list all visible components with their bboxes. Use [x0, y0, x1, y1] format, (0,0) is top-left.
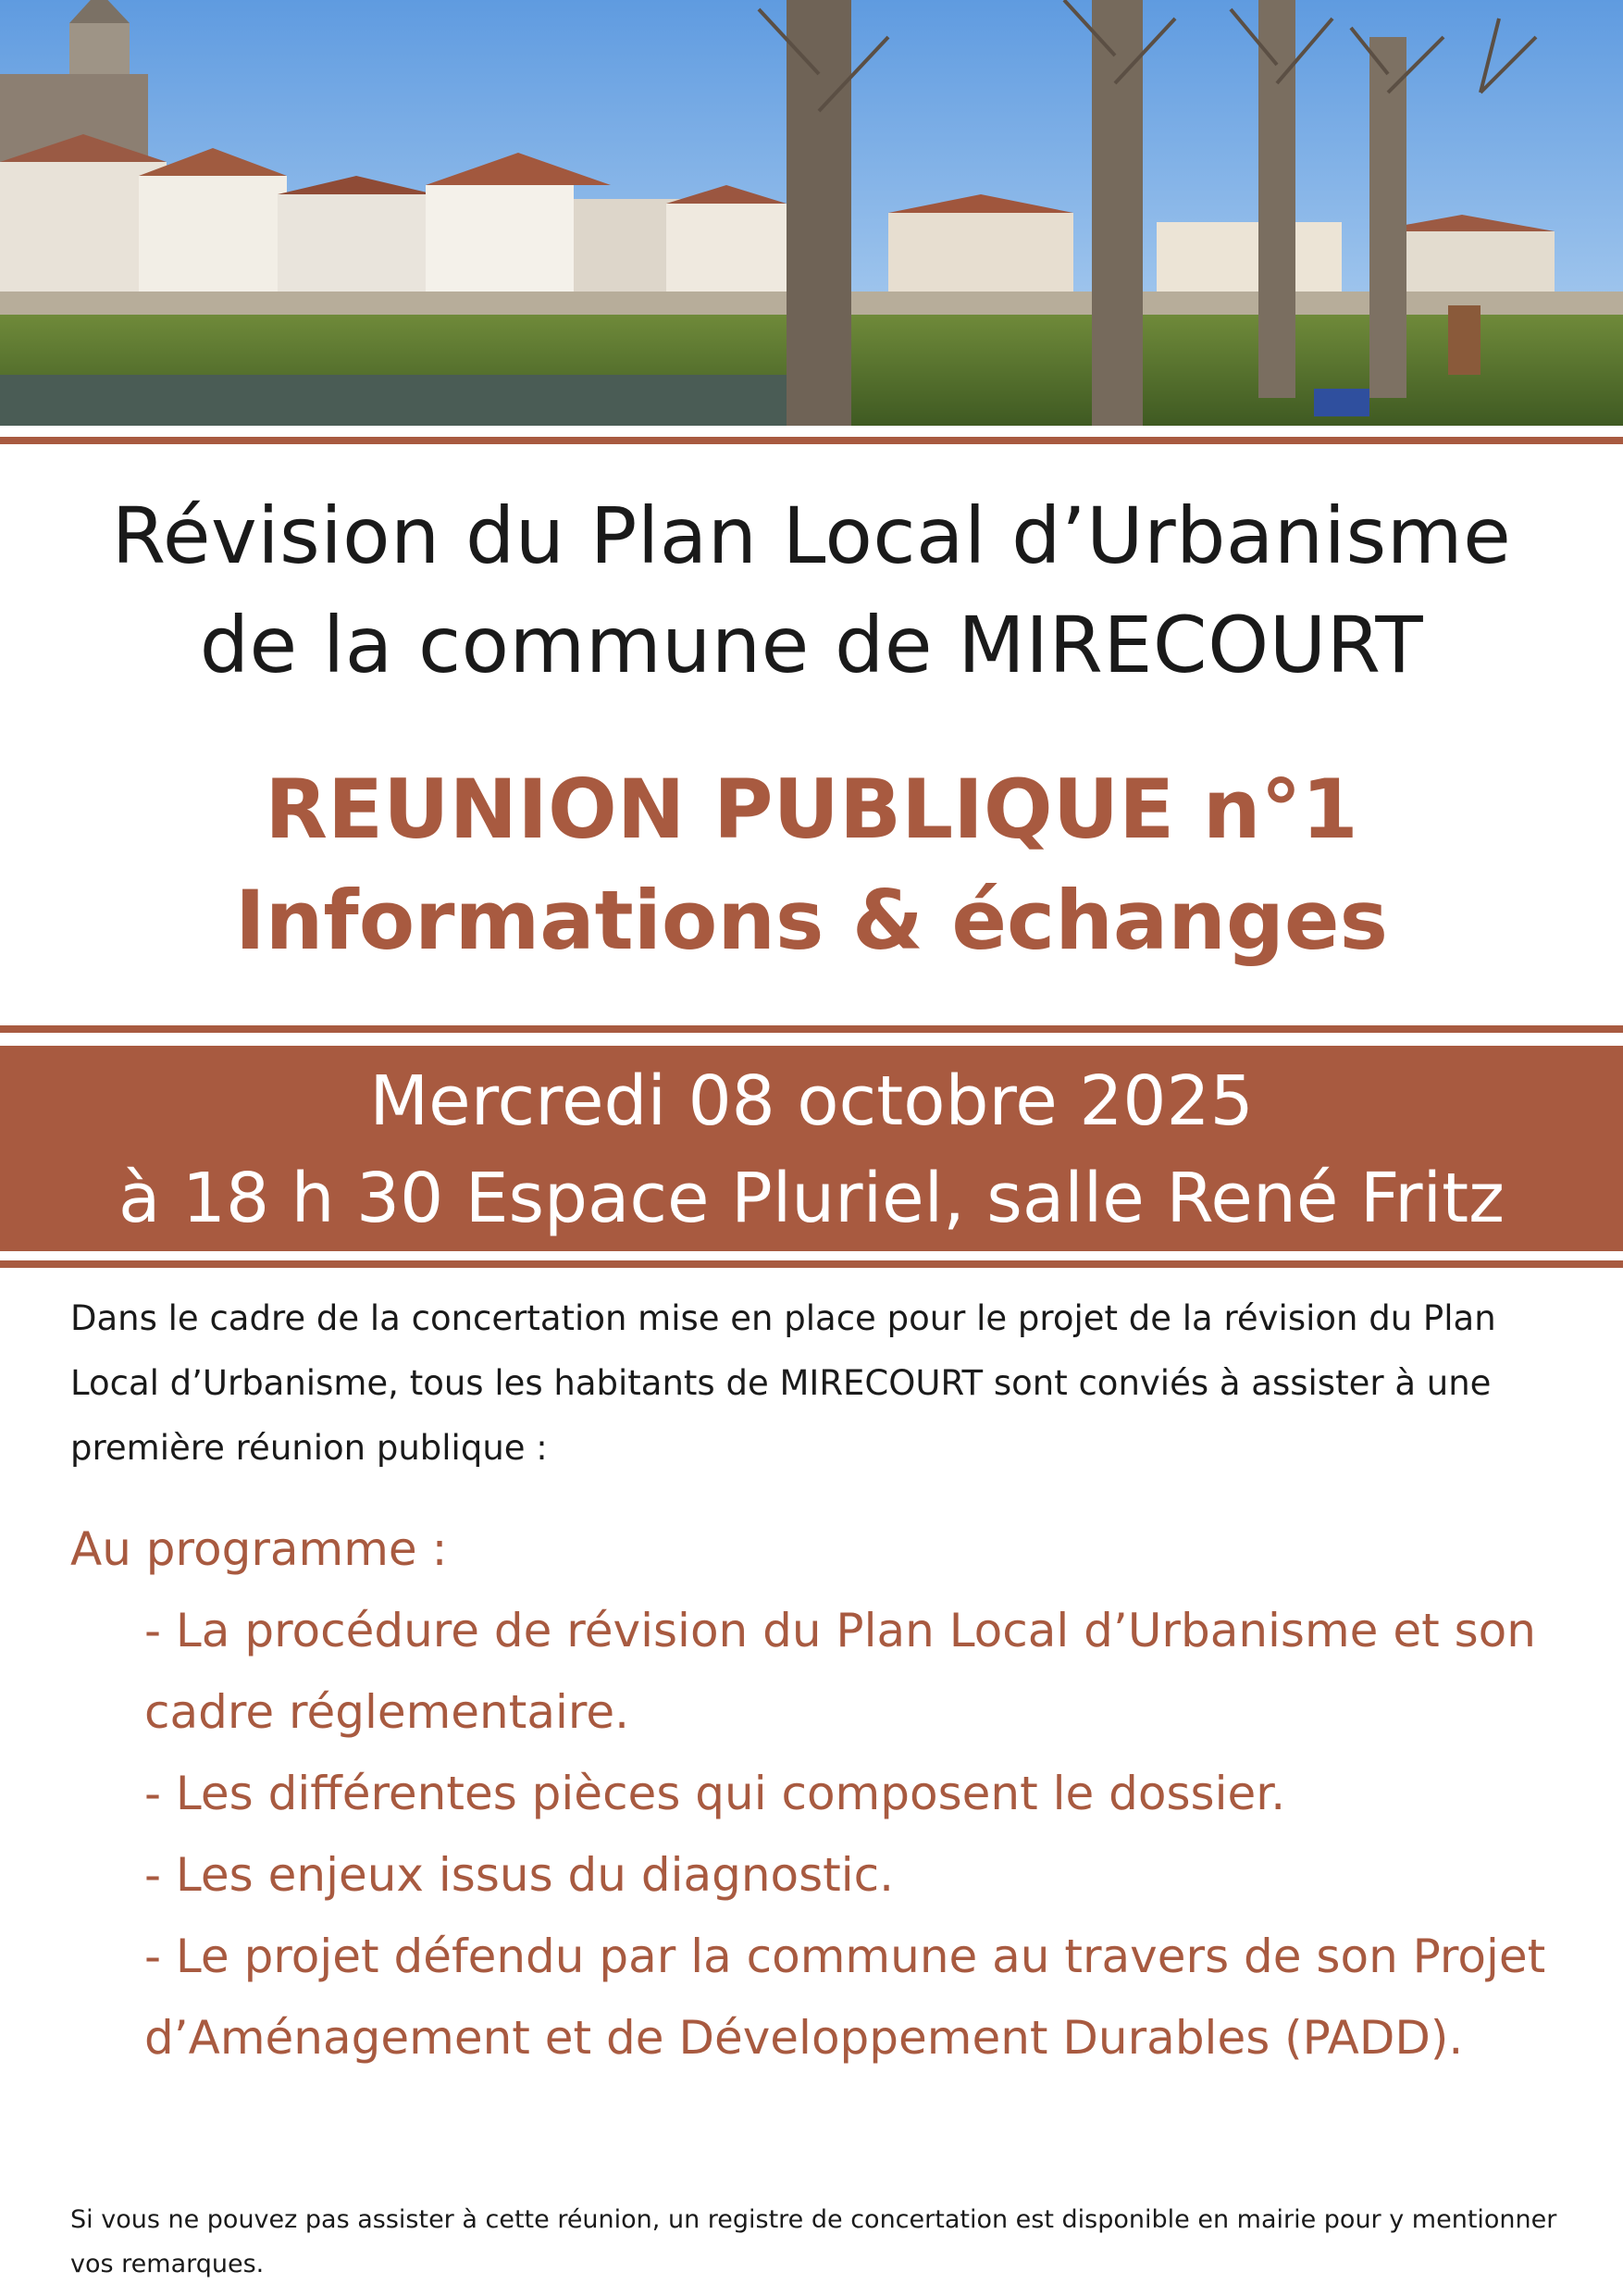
subtitle-line-2: Informations & échanges	[235, 873, 1388, 968]
date-band-top-rule	[0, 1025, 1623, 1033]
list-item: - Les différentes pièces qui composent le dossier.	[144, 1767, 1286, 1820]
list-item: - La procédure de révision du Plan Local d’Urbanisme et son cadre réglementaire.	[144, 1604, 1536, 1739]
meeting-subtitle	[0, 754, 1623, 976]
town-photo	[0, 0, 1623, 426]
footer-note: Si vous ne pouvez pas assister à cette réunion, un registre de concertation est disponible en mairie pour y mentionner vos remarques.	[70, 2205, 1557, 2278]
date-band-bottom-rule	[0, 1260, 1623, 1268]
top-divider	[0, 437, 1623, 444]
intro-paragraph: Dans le cadre de la concertation mise en place pour le projet de la révision du Plan Local d’Urbanisme, tous les habitants de MIRECOURT sont conviés à assister à une première réunion publique :	[70, 1298, 1496, 1468]
page-title	[0, 481, 1623, 700]
programme-heading: Au programme :	[70, 1522, 448, 1576]
title-line-2: de la commune de MIRECOURT	[199, 600, 1424, 690]
list-item: - Le projet défendu par la commune au travers de son Projet d’Aménagement et de Développement Durables (PADD).	[144, 1930, 1546, 2065]
date-band	[0, 1046, 1623, 1251]
list-item: - Les enjeux issus du diagnostic.	[144, 1848, 895, 1902]
programme-section	[70, 1508, 1569, 2079]
town-landscape-image	[0, 0, 1623, 426]
title-line-1: Révision du Plan Local d’Urbanisme	[111, 490, 1512, 581]
event-place: à 18 h 30 Espace Pluriel, salle René Fritz	[118, 1159, 1505, 1238]
programme-list	[70, 1590, 1569, 2079]
event-date: Mercredi 08 octobre 2025	[369, 1061, 1254, 1141]
subtitle-line-1: REUNION PUBLIQUE n°1	[265, 762, 1358, 857]
